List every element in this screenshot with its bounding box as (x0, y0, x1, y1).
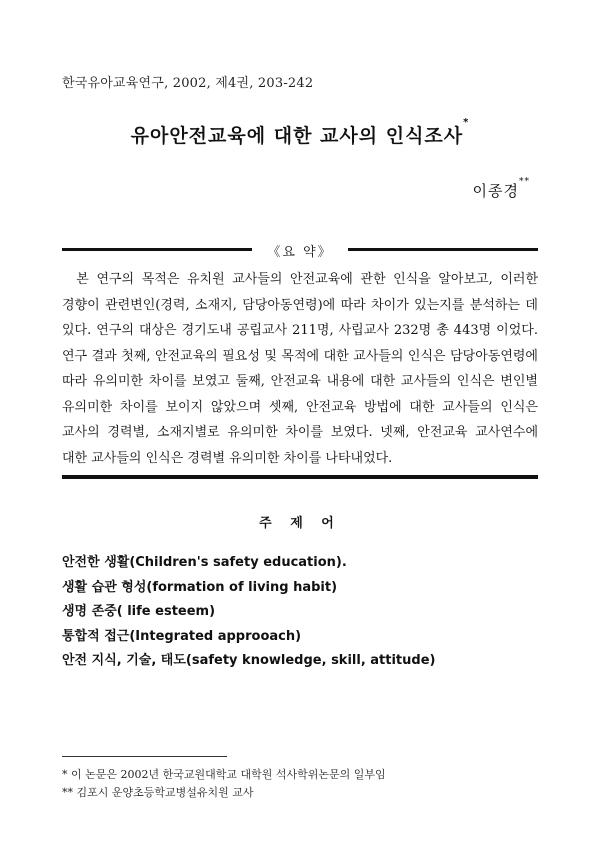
keywords-heading: 주 제 어 (259, 516, 341, 531)
keyword-item: 생활 습관 형성(formation of living habit) (62, 579, 338, 595)
journal-citation: 한국유아교육연구, 2002, 제4권, 203-242 (62, 76, 314, 91)
author-name: 이종경 (472, 182, 519, 200)
author (472, 177, 530, 201)
paper-title-text: 유아안전교육에 대한 교사의 인식조사 (130, 125, 464, 147)
keyword-item: 안전 지식, 기술, 태도(safety knowledge, skill, attitude) (62, 653, 436, 668)
abstract-rule-left (62, 248, 252, 251)
footnotes (62, 766, 386, 802)
paper-title (0, 117, 600, 148)
footnote-rule (62, 756, 227, 757)
keyword-item: 생명 존중( life esteem) (62, 604, 216, 619)
keyword-item: 통합적 접근(Integrated approoach) (62, 628, 302, 644)
abstract-header-rule (62, 241, 538, 260)
footnote-item: * 이 논문은 2002년 한국교원대학교 대학원 석사학위논문의 일부임 (62, 768, 386, 781)
abstract-body: 본 연구의 목적은 유치원 교사들의 안전교육에 관한 인식을 알아보고, 이러한 경향이 관련변인(경력, 소재지, 담당아동연령)에 따라 차이가 있는지를 분석하는 데 있다. 연구의 대상은 경기도내 공립교사 211명, 사립교사 232명 총 443명 이었다. 연구 결과 첫째, 안전교육의 필요성 및 목적에 대한 교사들의 인식은 담당아동연령에 따라 유의미한 차이를 보였고 둘째, 안전교육 내용에 대한 교사들의 인식은 변인별 유의미한 차이를 보이지 않았으며 셋째, 안전교육 방법에 대한 교사들의 인식은 교사의 경력별, 소재지별로 유의미한 차이를 보였다. 넷째, 안전교육 교사연수에 대한 교사들의 인식은 경력별 유의미한 차이를 나타내었다. (62, 272, 538, 466)
author-footnote-mark: ** (519, 177, 530, 187)
abstract-bottom-rule (62, 475, 538, 479)
keywords-list (62, 551, 435, 674)
footnote-item: ** 김포시 운양초등학교병설유치원 교사 (62, 786, 254, 799)
abstract-rule-right (348, 248, 538, 251)
title-footnote-mark: * (463, 117, 470, 128)
keyword-item: 안전한 생활(Children's safety education). (62, 555, 347, 570)
abstract-label: 《요 약》 (267, 245, 333, 260)
